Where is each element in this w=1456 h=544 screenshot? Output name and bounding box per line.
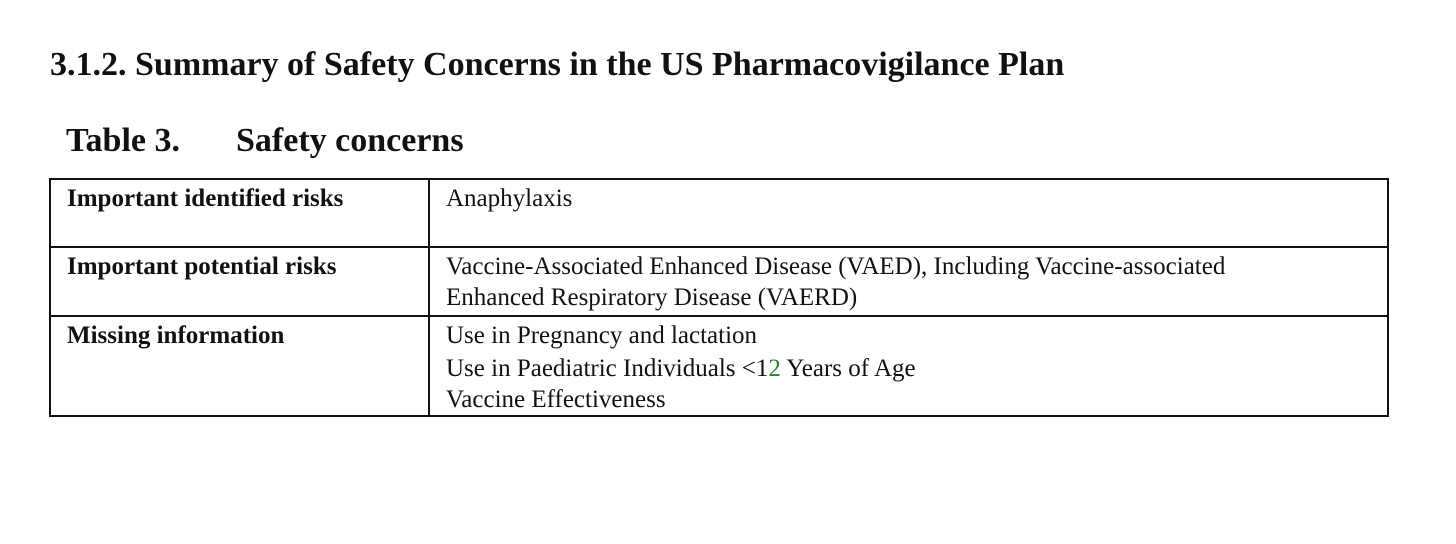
table-row — [50, 179, 1388, 247]
missing-info-item: Use in Pregnancy and lactation — [446, 322, 758, 349]
table-caption-number: Table 3. — [66, 122, 181, 159]
paediatric-text-suffix: Years of Age — [780, 355, 916, 382]
paediatric-text-prefix: Use in Paediatric Individuals <1 — [446, 355, 769, 382]
table-row — [50, 316, 1388, 416]
row-value-cell — [429, 179, 1388, 247]
table-caption-title: Safety concerns — [236, 122, 464, 159]
missing-info-item-paediatric — [446, 353, 1371, 384]
risk-item: Anaphylaxis — [446, 185, 573, 212]
missing-info-item: Vaccine Effectiveness — [446, 386, 666, 413]
row-label-identified-risks: Important identified risks — [50, 179, 429, 247]
safety-concerns-table — [49, 178, 1389, 417]
risk-item-line: Vaccine-Associated Enhanced Disease (VAED), Including Vaccine-associated — [446, 253, 1226, 280]
paediatric-age-highlight: 2 — [768, 355, 781, 382]
section-heading: 3.1.2. Summary of Safety Concerns in the US Pharmacovigilance Plan — [50, 46, 1065, 83]
row-label-missing-information: Missing information — [50, 316, 429, 416]
table-caption — [66, 120, 464, 162]
risk-item-line: Enhanced Respiratory Disease (VAERD) — [446, 284, 858, 311]
row-label-potential-risks: Important potential risks — [50, 247, 429, 316]
row-value-cell — [429, 316, 1388, 416]
row-value-cell — [429, 247, 1388, 316]
table-row — [50, 247, 1388, 316]
